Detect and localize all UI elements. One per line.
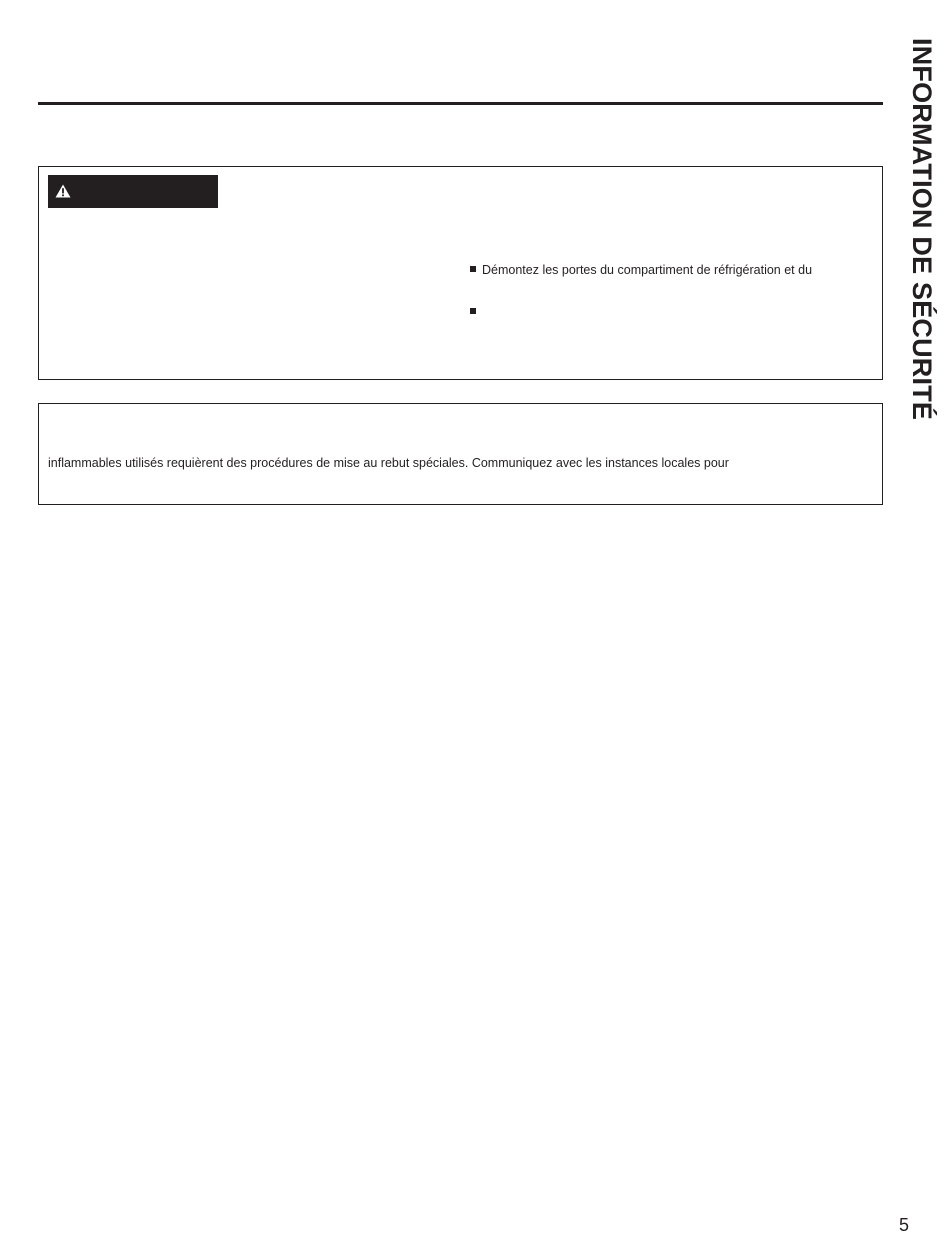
disposal-box (38, 403, 883, 505)
header-rule (38, 102, 883, 105)
warning-box (38, 166, 883, 380)
page-number: 5 (899, 1215, 910, 1235)
side-tab-title: INFORMATION DE SÉCURITÉ (907, 38, 937, 421)
warning-bullet-1 (470, 262, 812, 278)
warning-bullet-2 (470, 304, 482, 320)
warning-triangle-icon (55, 184, 71, 198)
warning-bullet-1-text: Démontez les portes du compartiment de réfrigération et du (482, 263, 813, 277)
bullet-square-icon (470, 308, 476, 314)
side-tab (901, 38, 941, 498)
warning-badge (48, 175, 218, 208)
bullet-square-icon (470, 266, 476, 272)
disposal-text: inflammables utilisés requièrent des procédures de mise au rebut spéciales. Communiquez avec les instances locales pour (48, 456, 729, 470)
